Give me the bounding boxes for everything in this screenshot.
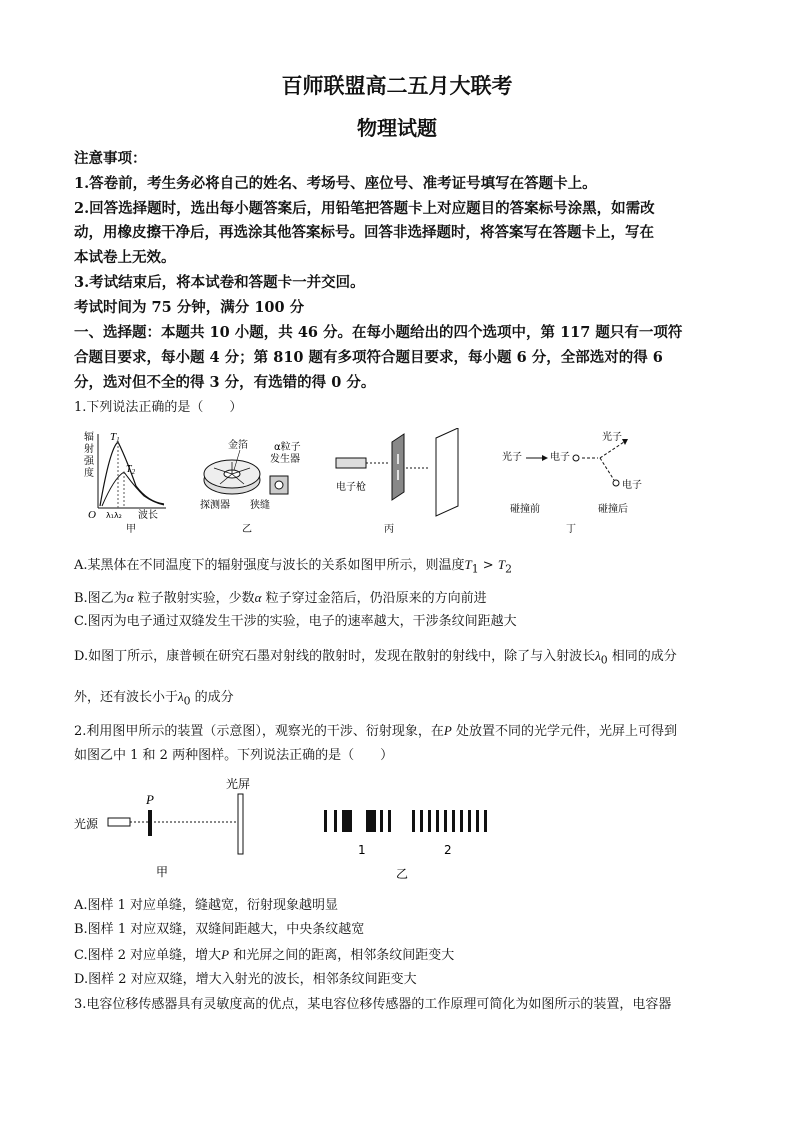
- q2-source-label: 光源: [74, 817, 99, 831]
- yi-foil-label: 金箔: [228, 440, 248, 451]
- figure-q2-yi: [324, 810, 487, 881]
- bing-gun-body: [336, 458, 366, 468]
- q2-option-a: A.图样 1 对应单缝，缝越宽，衍射现象越明显: [74, 898, 339, 913]
- bing-screen: [436, 428, 458, 516]
- q2-pattern-1-label: 1: [358, 843, 366, 857]
- exam-title: 百师联盟高二五月大联考: [281, 73, 513, 98]
- q2-jia-caption: 甲: [156, 865, 169, 879]
- figure-jia: [84, 430, 166, 535]
- q1-option-a: A.某黑体在不同温度下的辐射强度与波长的关系如图甲所示，则温度$T_1 > T_2$: [74, 557, 512, 576]
- bing-double-slit: [392, 434, 404, 500]
- notice-item-2a: 2.回答选择题时，选出每小题答案后，用铅笔把答题卡上对应题目的答案标号涂黑，如需改: [74, 200, 655, 217]
- jia-origin: O: [88, 509, 96, 521]
- jia-ylabel-1: 辐: [84, 432, 94, 443]
- ding-photon-before: 光子: [502, 452, 522, 463]
- jia-ylabel-2: 射: [84, 444, 94, 455]
- bing-gun-label: 电子枪: [336, 482, 366, 493]
- q2-screen: [238, 794, 243, 854]
- q2-pattern-2-label: 2: [444, 843, 452, 857]
- q2-option-b: B.图样 1 对应双缝，双缝间距越大，中央条纹越宽: [74, 922, 365, 937]
- q2-screen-label: 光屏: [226, 777, 251, 791]
- yi-generator-hole: [275, 481, 283, 489]
- notice-item-2b: 动，用橡皮擦干净后，再选涂其他答案标号。回答非选择题时，将答案写在答题卡上，写在: [74, 224, 654, 241]
- q2-option-d: D.图样 2 对应双缝，增大入射光的波长，相邻条纹间距变大: [74, 972, 417, 987]
- section1-line3: 分，选对但不全的得 3 分，有选错的得 0 分。: [74, 374, 376, 391]
- q2-stem-1: 2.利用图甲所示的装置（示意图），观察光的干涉、衍射现象，在P 处放置不同的光学元件，光屏上可得到: [74, 723, 677, 739]
- jia-ylabel-3: 强: [84, 456, 94, 467]
- q2-yi-caption: 乙: [396, 867, 409, 881]
- q2-stem-2: 如图乙中 1 和 2 两种图样。下列说法正确的是（ ）: [74, 748, 394, 763]
- yi-slit-label: 狭缝: [250, 500, 270, 511]
- ding-photon-after: 光子: [602, 432, 622, 443]
- jia-T2: $T_2$: [126, 464, 136, 476]
- notice-item-2c: 本试卷上无效。: [74, 249, 176, 266]
- ding-electron-after: 电子: [622, 480, 642, 491]
- notice-item-1: 1.答卷前，考生务必将自己的姓名、考场号、座位号、准考证号填写在答题卡上。: [74, 175, 597, 192]
- q2-pattern-2: [412, 810, 487, 832]
- subject-title: 物理试题: [357, 116, 437, 140]
- q2-element-p: [148, 810, 152, 836]
- yi-caption: 乙: [242, 524, 252, 535]
- ding-before-label: 碰撞前: [510, 504, 540, 515]
- yi-gen-label-2: 发生器: [270, 454, 300, 465]
- q1-figure: [74, 428, 724, 538]
- jia-xlabel: 波长: [138, 510, 158, 521]
- q1-option-c: C.图丙为电子通过双缝发生干涉的实验，电子的速率越大，干涉条纹间距越大: [74, 614, 517, 629]
- ding-caption: 丁: [566, 524, 576, 535]
- figure-bing: [336, 428, 458, 535]
- q2-pattern-1: [324, 810, 391, 832]
- q2-option-c: C.图样 2 对应单缝，增大P 和光屏之间的距离，相邻条纹间距变大: [74, 947, 455, 963]
- figure-yi: [200, 438, 301, 535]
- figure-q2-jia: [74, 776, 250, 879]
- ding-recoil-electron: [600, 458, 614, 480]
- notice-item-3: 3.考试结束后，将本试卷和答题卡一并交回。: [74, 274, 365, 291]
- jia-ylabel-4: 度: [84, 468, 94, 479]
- jia-T1: T1: [110, 431, 120, 444]
- bing-caption: 丙: [384, 524, 394, 535]
- section1-line2: 合题目要求，每小题 4 分；第 810 题有多项符合题目要求，每小题 6 分，全部选对的得 6: [74, 349, 663, 366]
- jia-caption: 甲: [126, 524, 136, 535]
- ding-scatter-photon: [600, 442, 624, 458]
- q1-stem: 1.下列说法正确的是（ ）: [74, 400, 243, 415]
- q1-option-d-cont: 外，还有波长小于$\lambda_0$ 的成分: [74, 689, 234, 708]
- ding-electron-dot: [573, 455, 579, 461]
- section1-line1: 一、选择题：本题共 10 小题，共 46 分。在每小题给出的四个选项中，第 117 题只有一项符: [74, 324, 683, 341]
- q2-light-source: [108, 818, 130, 826]
- q3-stem: 3.电容位移传感器具有灵敏度高的优点，某电容位移传感器的工作原理可简化为如图所示的装置，电容器: [74, 997, 672, 1012]
- figure-ding: [502, 430, 642, 535]
- q1-option-d: D.如图丁所示，康普顿在研究石墨对射线的散射时，发现在散射的射线中，除了与入射波长$\lambda_0$ 相同的成分: [74, 648, 677, 667]
- ding-electron-before: 电子: [550, 452, 570, 463]
- q1-option-b: B.图乙为α 粒子散射实验，少数α 粒子穿过金箔后，仍沿原来的方向前进: [74, 590, 487, 606]
- ding-after-label: 碰撞后: [598, 504, 628, 515]
- q2-figure: [74, 772, 504, 884]
- yi-gen-label-1: α粒子: [274, 442, 301, 453]
- notice-heading: 注意事项：: [74, 150, 147, 167]
- exam-time: 考试时间为 75 分钟，满分 100 分: [74, 299, 305, 316]
- yi-detector-label: 探测器: [200, 500, 230, 511]
- q2-p-label: P: [146, 792, 154, 807]
- jia-lambda-labels: λ₁λ₂: [106, 511, 122, 520]
